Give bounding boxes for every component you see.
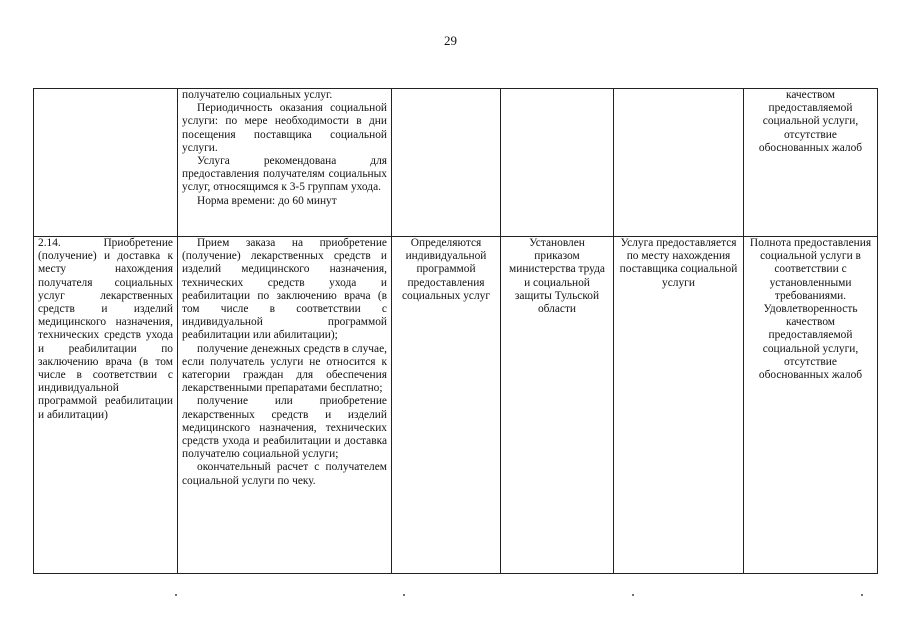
description-paragraph: Услуга рекомендована для предоставления получателям социальных услуг, относящимся к 3-5 группам ухода. bbox=[182, 155, 387, 194]
quality-cell: Полнота предоставления социальной услуги в соответствии с установленными требованиями. Удовлетворенность качеством предоставляемой социальной услуги, отсутствие обоснованных жалоб bbox=[744, 237, 878, 574]
conditions-cell bbox=[614, 89, 744, 237]
page-number: 29 bbox=[444, 33, 457, 48]
scan-dot bbox=[403, 594, 405, 596]
description-paragraph: Периодичность оказания социальной услуги: по мере необходимости в дни посещения поставщика социальной услуги. bbox=[182, 102, 387, 154]
scan-dot bbox=[861, 594, 863, 596]
scan-dot bbox=[175, 594, 177, 596]
table-row bbox=[34, 89, 878, 237]
conditions-cell: Услуга предоставляется по месту нахождения поставщика социальной услуги bbox=[614, 237, 744, 574]
cost-cell bbox=[501, 89, 614, 237]
description-paragraph: получение или приобретение лекарственных средств и изделий медицинского назначения, технических средств ухода и реабилитации и доставка получателю социальной услуги; bbox=[182, 395, 387, 461]
description-paragraph: окончательный расчет с получателем социальной услуги по чеку. bbox=[182, 461, 387, 487]
quality-cell: качеством предоставляемой социальной услуги, отсутствие обоснованных жалоб bbox=[744, 89, 878, 237]
service-description-cell bbox=[178, 89, 392, 237]
volume-cell: Определяются индивидуальной программой предоставления социальных услуг bbox=[392, 237, 501, 574]
service-name-text: Приобретение (получение) и доставка к месту нахождения получателя социальных услуг лекарственных средств и изделий медицинского назначения, технических средств ухода и реабилитации по заключению врача (в том числе в соответствии с индивидуальной программой реабилитации и абилитации) bbox=[38, 237, 173, 421]
service-name-cell bbox=[34, 89, 178, 237]
description-paragraph: получателю социальных услуг. bbox=[182, 89, 333, 101]
service-number: 2.14. bbox=[38, 237, 61, 249]
scan-dot bbox=[632, 594, 634, 596]
volume-cell bbox=[392, 89, 501, 237]
description-paragraph: Прием заказа на приобретение (получение) лекарственных средств и изделий медицинского назначения, технических средств ухода и реабилитации по заключению врача (в том числе в соответствии с индивидуальной программой реабилитации или абилитации); bbox=[182, 237, 387, 342]
service-name bbox=[38, 237, 173, 422]
service-name-cell bbox=[34, 237, 178, 574]
description-paragraph: Норма времени: до 60 минут bbox=[197, 194, 337, 207]
services-table bbox=[33, 88, 878, 574]
cost-cell: Установлен приказом министерства труда и социальной защиты Тульской области bbox=[501, 237, 614, 574]
service-description-cell bbox=[178, 237, 392, 574]
table-row bbox=[34, 237, 878, 574]
scan-artifacts bbox=[0, 594, 901, 600]
description-paragraph: получение денежных средств в случае, если получатель услуги не относится к категории граждан для обеспечения лекарственными препаратами бесплатно; bbox=[182, 342, 387, 395]
